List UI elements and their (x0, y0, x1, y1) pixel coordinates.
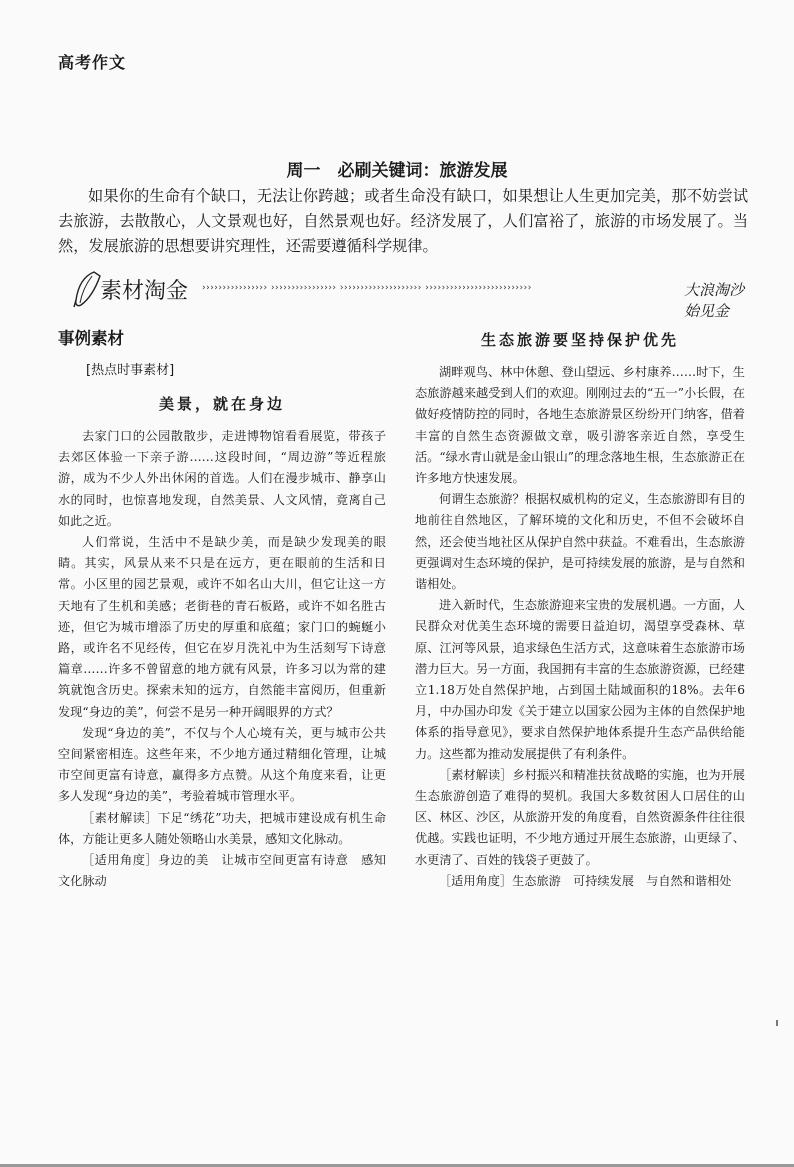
right-paragraph-2: 何谓生态旅游？根据权威机构的定义，生态旅游即有目的地前往自然地区，了解环境的文化和历史，不但不会破坏自然，还会使当地社区从保护自然中获益。不难看出，生态旅游更强调对生态环境的保护，是可持续发展的旅游，是与自然和谐相处。 (415, 492, 745, 592)
article-title-left: 美景，就在身边 (158, 395, 285, 413)
section-title: 事例素材 (58, 329, 124, 348)
week-title: 周一 必刷关键词：旅游发展 (286, 161, 508, 181)
left-paragraph-3: 发现“身边的美”，不仅与个人心境有关，更与城市公共空间紧密相连。这些年来，不少地方通过精细化管理，让城市空间更富有诗意，赢得多方点赞。从这个角度来看，让更多人发现“身边的美”，考验着城市管理水平。 (58, 725, 386, 804)
right-column (415, 328, 745, 892)
banner-slogan: 大浪淘沙始见金 (684, 281, 745, 320)
left-paragraph-2: 人们常说，生活中不是缺少美，而是缺少发现美的眼睛。其实，风景从来不只是在远方，更在眼前的生活和日常。小区里的园艺景观，或许不如名山大川，但它让这一方天地有了生机和美感；老街巷的青石板路，或许不如名胜古迹，但它为城市增添了历史的厚重和底蕴；家门口的蜿蜒小路，或许名不见经传，但它在岁月洗礼中为生活刻写下诗意篇章……许多不曾留意的地方就有风景，许多习以为常的建筑就饱含历史。探索未知的远方，自然能丰富阅历，但重新发现“身边的美”，何尝不是另一种开阔眼界的方式？ (58, 535, 386, 719)
scan-edge-mark (776, 1020, 778, 1026)
material-tag: [热点时事素材] (86, 363, 175, 378)
banner-label: 素材淘金 (100, 279, 189, 304)
right-angles (415, 871, 745, 892)
angle-label: ［适用角度］ (439, 873, 513, 888)
banner-arrow-line: ›››››››››››››››› ›››››››››››››››› ›››››››››››››››››››› ›››››››››››››››››››››››››› (202, 283, 532, 293)
article-title-right: 生态旅游要坚持保护优先 (480, 331, 679, 349)
interpretation-label: ［素材解读］ (439, 767, 513, 782)
interpretation-text: 乡村振兴和精准扶贫战略的实施，也为开展生态旅游创造了难得的契机。我国大多数贫困人口居住的山区、林区、沙区，从旅游开发的角度看，自然资源条件往往很优越。实践也证明，不少地方通过开展生态旅游，山更绿了、水更清了、百姓的钱袋子更鼓了。 (415, 767, 745, 867)
angle-text: 生态旅游 可持续发展 与自然和谐相处 (512, 873, 732, 888)
interpretation-text: 下足“绣花”功夫，把城市建设成有机生命体，方能让更多人随处领略山水美景，感知文化脉动。 (58, 810, 387, 846)
header-section-label: 高考作文 (58, 53, 127, 72)
section-banner (70, 270, 750, 320)
interpretation-label: ［素材解读］ (82, 810, 158, 825)
left-angles (58, 850, 386, 892)
left-column (58, 328, 386, 892)
angle-text: 身边的美 让城市空间更富有诗意 感知文化脉动 (58, 853, 386, 889)
angle-label: ［适用角度］ (82, 853, 159, 868)
right-paragraph-3: 进入新时代，生态旅游迎来宝贵的发展机遇。一方面，人民群众对优美生态环境的需要日益迫切，渴望享受森林、草原、江河等风景，追求绿色生活方式，这意味着生态旅游市场潜力巨大。另一方面，我国拥有丰富的生态旅游资源，已经建立1.18万处自然保护地，占到国土陆域面积的18%。去年6月，中办国办印发《关于建立以国家公园为主体的自然保护地体系的指导意见》，要求自然保护地体系提升生态产品供给能力。这些都为推动发展提供了有利条件。 (415, 598, 745, 761)
left-interpretation (58, 808, 386, 850)
right-paragraph-1: 湖畔观鸟、林中休憩、登山望远、乡村康养……时下，生态旅游越来越受到人们的欢迎。刚刚过去的“五一”小长假，在做好疫情防控的同时，各地生态旅游景区纷纷开门纳客，借着丰富的自然生态资源做文章，吸引游客亲近自然，享受生活。“绿水青山就是金山银山”的理念落地生根，生态旅游正在许多地方快速发展。 (415, 365, 745, 486)
right-interpretation (415, 765, 745, 871)
left-paragraph-1: 去家门口的公园散散步，走进博物馆看看展览，带孩子去郊区体验一下亲子游……这段时间，“周边游”等近程旅游，成为不少人外出休闲的首选。人们在漫步城市、静享山水的同时，也惊喜地发现，自然美景、人文风情，竟离自己如此之近。 (58, 429, 386, 528)
intro-paragraph: 如果你的生命有个缺口，无法让你跨越；或者生命没有缺口，如果想让人生更加完美，那不妨尝试去旅游，去散散心，人文景观也好，自然景观也好。经济发展了，人们富裕了，旅游的市场发展了。当然，发展旅游的思想要讲究理性，还需要遵循科学规律。 (58, 187, 748, 255)
